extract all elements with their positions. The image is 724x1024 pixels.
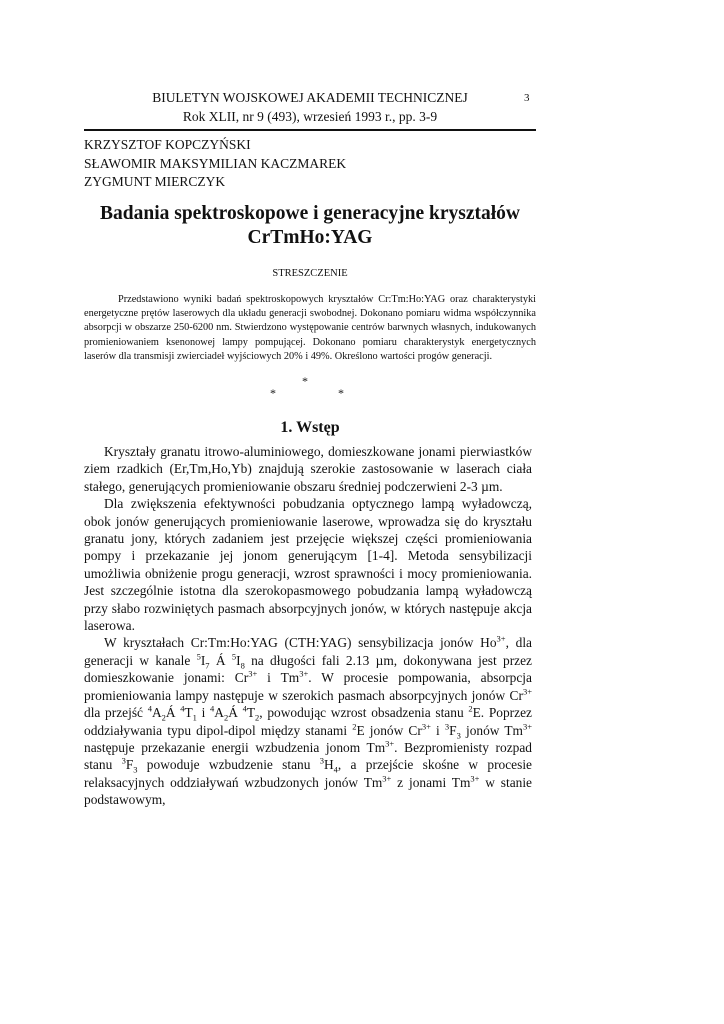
paper-title <box>84 202 536 250</box>
author-list <box>84 136 346 192</box>
separator-star: * <box>302 374 308 388</box>
abstract-text: Przedstawiono wyniki badań spektroskopowych kryształów Cr:Tm:Ho:YAG oraz charakterystyki energetyczne prętów laserowych dla układu generacji swobodnej. Dokonano pomiaru widma współczynnika absorpcji w obszarze 250-6200 nm. Stwierdzono występowanie centrów barwnych własnych, indukowanych promieniowaniem ksenonowej lampy pompującej. Dokonano pomiaru charakterystyk energetycznych laserów dla transmisji zwierciadeł wyjściowych 20% i 49%. Określono wartości progów generacji. <box>84 294 536 362</box>
body-text <box>84 443 532 809</box>
abstract-heading: STRESZCZENIE <box>272 268 348 279</box>
journal-issue: Rok XLII, nr 9 (493), wrzesień 1993 r., pp. 3-9 <box>182 109 438 124</box>
header-rule <box>84 129 536 131</box>
section-heading: 1. Wstęp <box>280 419 340 436</box>
title-line: CrTmHo:YAG <box>247 227 373 248</box>
separator-star: * <box>270 386 276 400</box>
page-number: 3 <box>524 92 530 104</box>
paragraph: Dla zwiększenia efektywności pobudzania optycznego lampą wyładowczą, obok jonów generujących promieniowanie laserowe, wprowadza się do kryształu granatu jony, których zadaniem jest przejęcie większej części promieniowania pompy i przekazanie jej jonom generującym [1-4]. Metoda sensybilizacji umożliwia obniżenie progu generacji, wzrost sprawności i mocy promieniowania. Jest szczególnie istotna dla szerokopasmowego pobudzania lampą wyładowczą przy słabo rozwiniętych pasmach absorpcyjnych jonów, w których następuje akcja laserowa. <box>84 496 532 634</box>
journal-name: BIULETYN WOJSKOWEJ AKADEMII TECHNICZNEJ <box>152 90 468 105</box>
title-line: Badania spektroskopowe i generacyjne kryształów <box>100 203 520 224</box>
separator-star: * <box>338 386 344 400</box>
author: SŁAWOMIR MAKSYMILIAN KACZMAREK <box>84 155 347 171</box>
author: ZYGMUNT MIERCZYK <box>84 174 226 189</box>
author: KRZYSZTOF KOPCZYŃSKI <box>84 137 251 152</box>
paragraph: W kryształach Cr:Tm:Ho:YAG (CTH:YAG) sensybilizacja jonów $Ho^{3+}$, dla generacji w kanale $^5I_7$ Á $^5I_8$ na długości fali 2.13 µm, dokonywana jest przez domieszkowanie jonami: $Cr^{3+}$ i $Tm^{3+}$. W procesie pompowania, absorpcja promieniowania lampy następuje w szerokich pasmach absorpcyjnych jonów $Cr^{3+}$ dla przejść $^4A_2Á$ $^4T_1$ i $^4A_2Á$ $^4T_2$, powodując wzrost obsadzenia stanu $^2$E. Poprzez oddziaływania typu dipol-dipol między stanami $^2$E jonów $Cr^{3+}$ i $^3F_3$ jonów $Tm^{3+}$ następuje przekazanie energii wzbudzenia jonom $Tm^{3+}$. Bezpromienisty rozpad stanu $^3F_3$ powoduje wzbudzenie stanu $^3H_4$, a przejście skośne w procesie relaksacyjnych oddziaływań wzbudzonych jonów $Tm^{3+}$ z jonami $Tm^{3+}$ w stanie podstawowym, <box>84 634 532 808</box>
journal-header <box>110 88 510 126</box>
paragraph: Kryształy granatu itrowo-aluminiowego, domieszkowane jonami pierwiastków ziem rzadkich (Er,Tm,Ho,Yb) znajdują szerokie zastosowanie w laserach ciała stałego, generujących promieniowanie obszaru średniej podczerwieni 2-3 µm. <box>84 444 532 494</box>
